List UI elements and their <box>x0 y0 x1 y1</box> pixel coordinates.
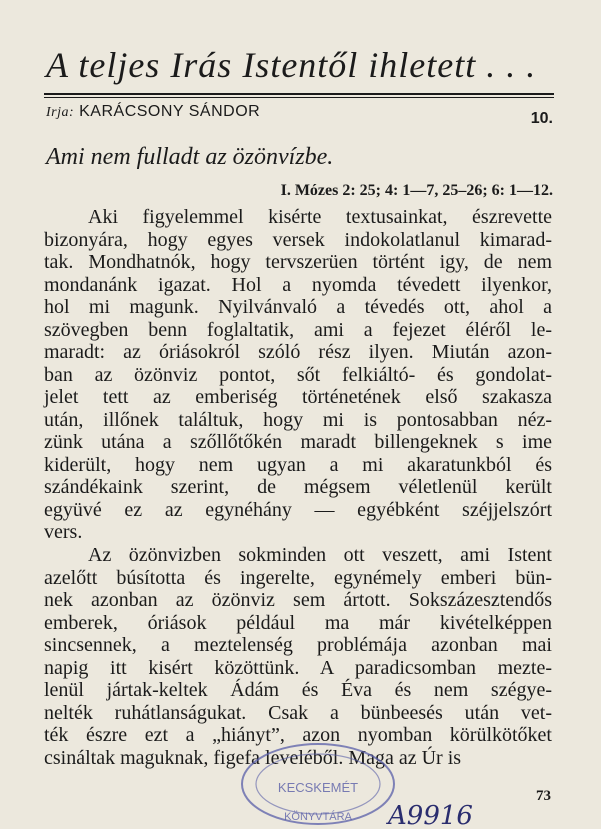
paragraph-2 <box>44 544 552 769</box>
text-line: együvé ez az egynéhány — egyébként széjjelszórt <box>44 498 552 521</box>
text-line: Aki figyelemmel kisérte textusainkat, észrevette <box>88 206 552 228</box>
text-line: nelték ruhátlanságukat. Csak a bünbeesés után vet- <box>44 701 552 724</box>
text-line: maradt: az óriásokról szóló rész ilyen. Miután azon- <box>44 341 552 363</box>
text-line: ban az özönviz pontot, sőt felkiáltó- és gondolat- <box>44 363 552 386</box>
text-line: kiderült, hogy nem ugyan a mi akaratunkból és <box>44 453 552 476</box>
text-line: ték észre ezt a „hiányt”, azon nyomban körülkötőket <box>44 724 552 746</box>
text-line: bizonyára, hogy egyes versek indokolatlanul kimarad- <box>44 228 552 251</box>
text-line: emberek, óriások például ma már kivételképpen <box>44 611 552 634</box>
text-line: után, illőnek találtuk, hogy mi is pontosabban néz- <box>44 408 552 431</box>
text-line: Az özönvizben sokminden ott veszett, ami Istent <box>88 544 552 566</box>
handwritten-text: A9916 <box>388 801 473 829</box>
text-line: vers. <box>44 521 83 543</box>
text-line: zünk utána a szőllőtőkén maradt billengeknek s ime <box>44 431 552 453</box>
article-title: Ami nem fulladt az özönvízbe. <box>46 144 334 170</box>
text-line: tak. Mondhatnók, hogy tervszerüen történt igy, de nem <box>44 251 552 273</box>
author-name: KARÁCSONY SÁNDOR <box>79 103 261 120</box>
text-line: sincsennek, a meztelenség problémája azonban mai <box>44 634 552 656</box>
text-line: csináltak maguknak, figefa leveléből. Maga az Úr is <box>44 746 462 769</box>
issue-number: 10. <box>530 110 553 127</box>
text-line: szándékaink szerint, de mégsem véletlenül került <box>44 476 552 498</box>
text-line: mondanánk igazat. Hol a nyomda tévedett ilyenkor, <box>44 273 552 296</box>
stamp-text-bottom: KÖNYVTÁRA <box>284 811 352 823</box>
paragraph-1 <box>44 206 552 544</box>
byline <box>46 103 260 121</box>
header-rule-top <box>44 93 554 95</box>
scripture-reference: I. Mózes 2: 25; 4: 1—7, 25–26; 6: 1—12. <box>280 182 553 199</box>
handwritten-inventory-number <box>384 796 484 829</box>
text-line: jelet tett az emberiség történetének első szakasza <box>44 386 552 408</box>
text-line: szövegben benn foglaltatik, ami a fejezet éléről le- <box>44 318 552 341</box>
text-line: azelőtt búsította és ingerelte, egynémely emberi bün- <box>44 566 552 589</box>
header-rule-bottom <box>44 97 554 98</box>
running-title: A teljes Irás Istentől ihletett . . . <box>46 45 537 85</box>
author-label: Irja: <box>46 105 75 120</box>
text-line: hol mi magunk. Nyilvánvaló a tévedés ott, ahol a <box>44 296 552 318</box>
page-number: 73 <box>536 788 551 804</box>
text-line: nek azonban az özönviz sem ártott. Sokszázesztendős <box>44 589 552 611</box>
text-line: napig itt kisért közöttünk. A paradicsomban mezte- <box>44 656 552 679</box>
stamp-text-top: KECSKEMÉT <box>277 780 359 795</box>
library-stamp <box>238 740 398 828</box>
text-line: lenül jártak-keltek Ádám és Éva és nem szégye- <box>44 679 552 701</box>
